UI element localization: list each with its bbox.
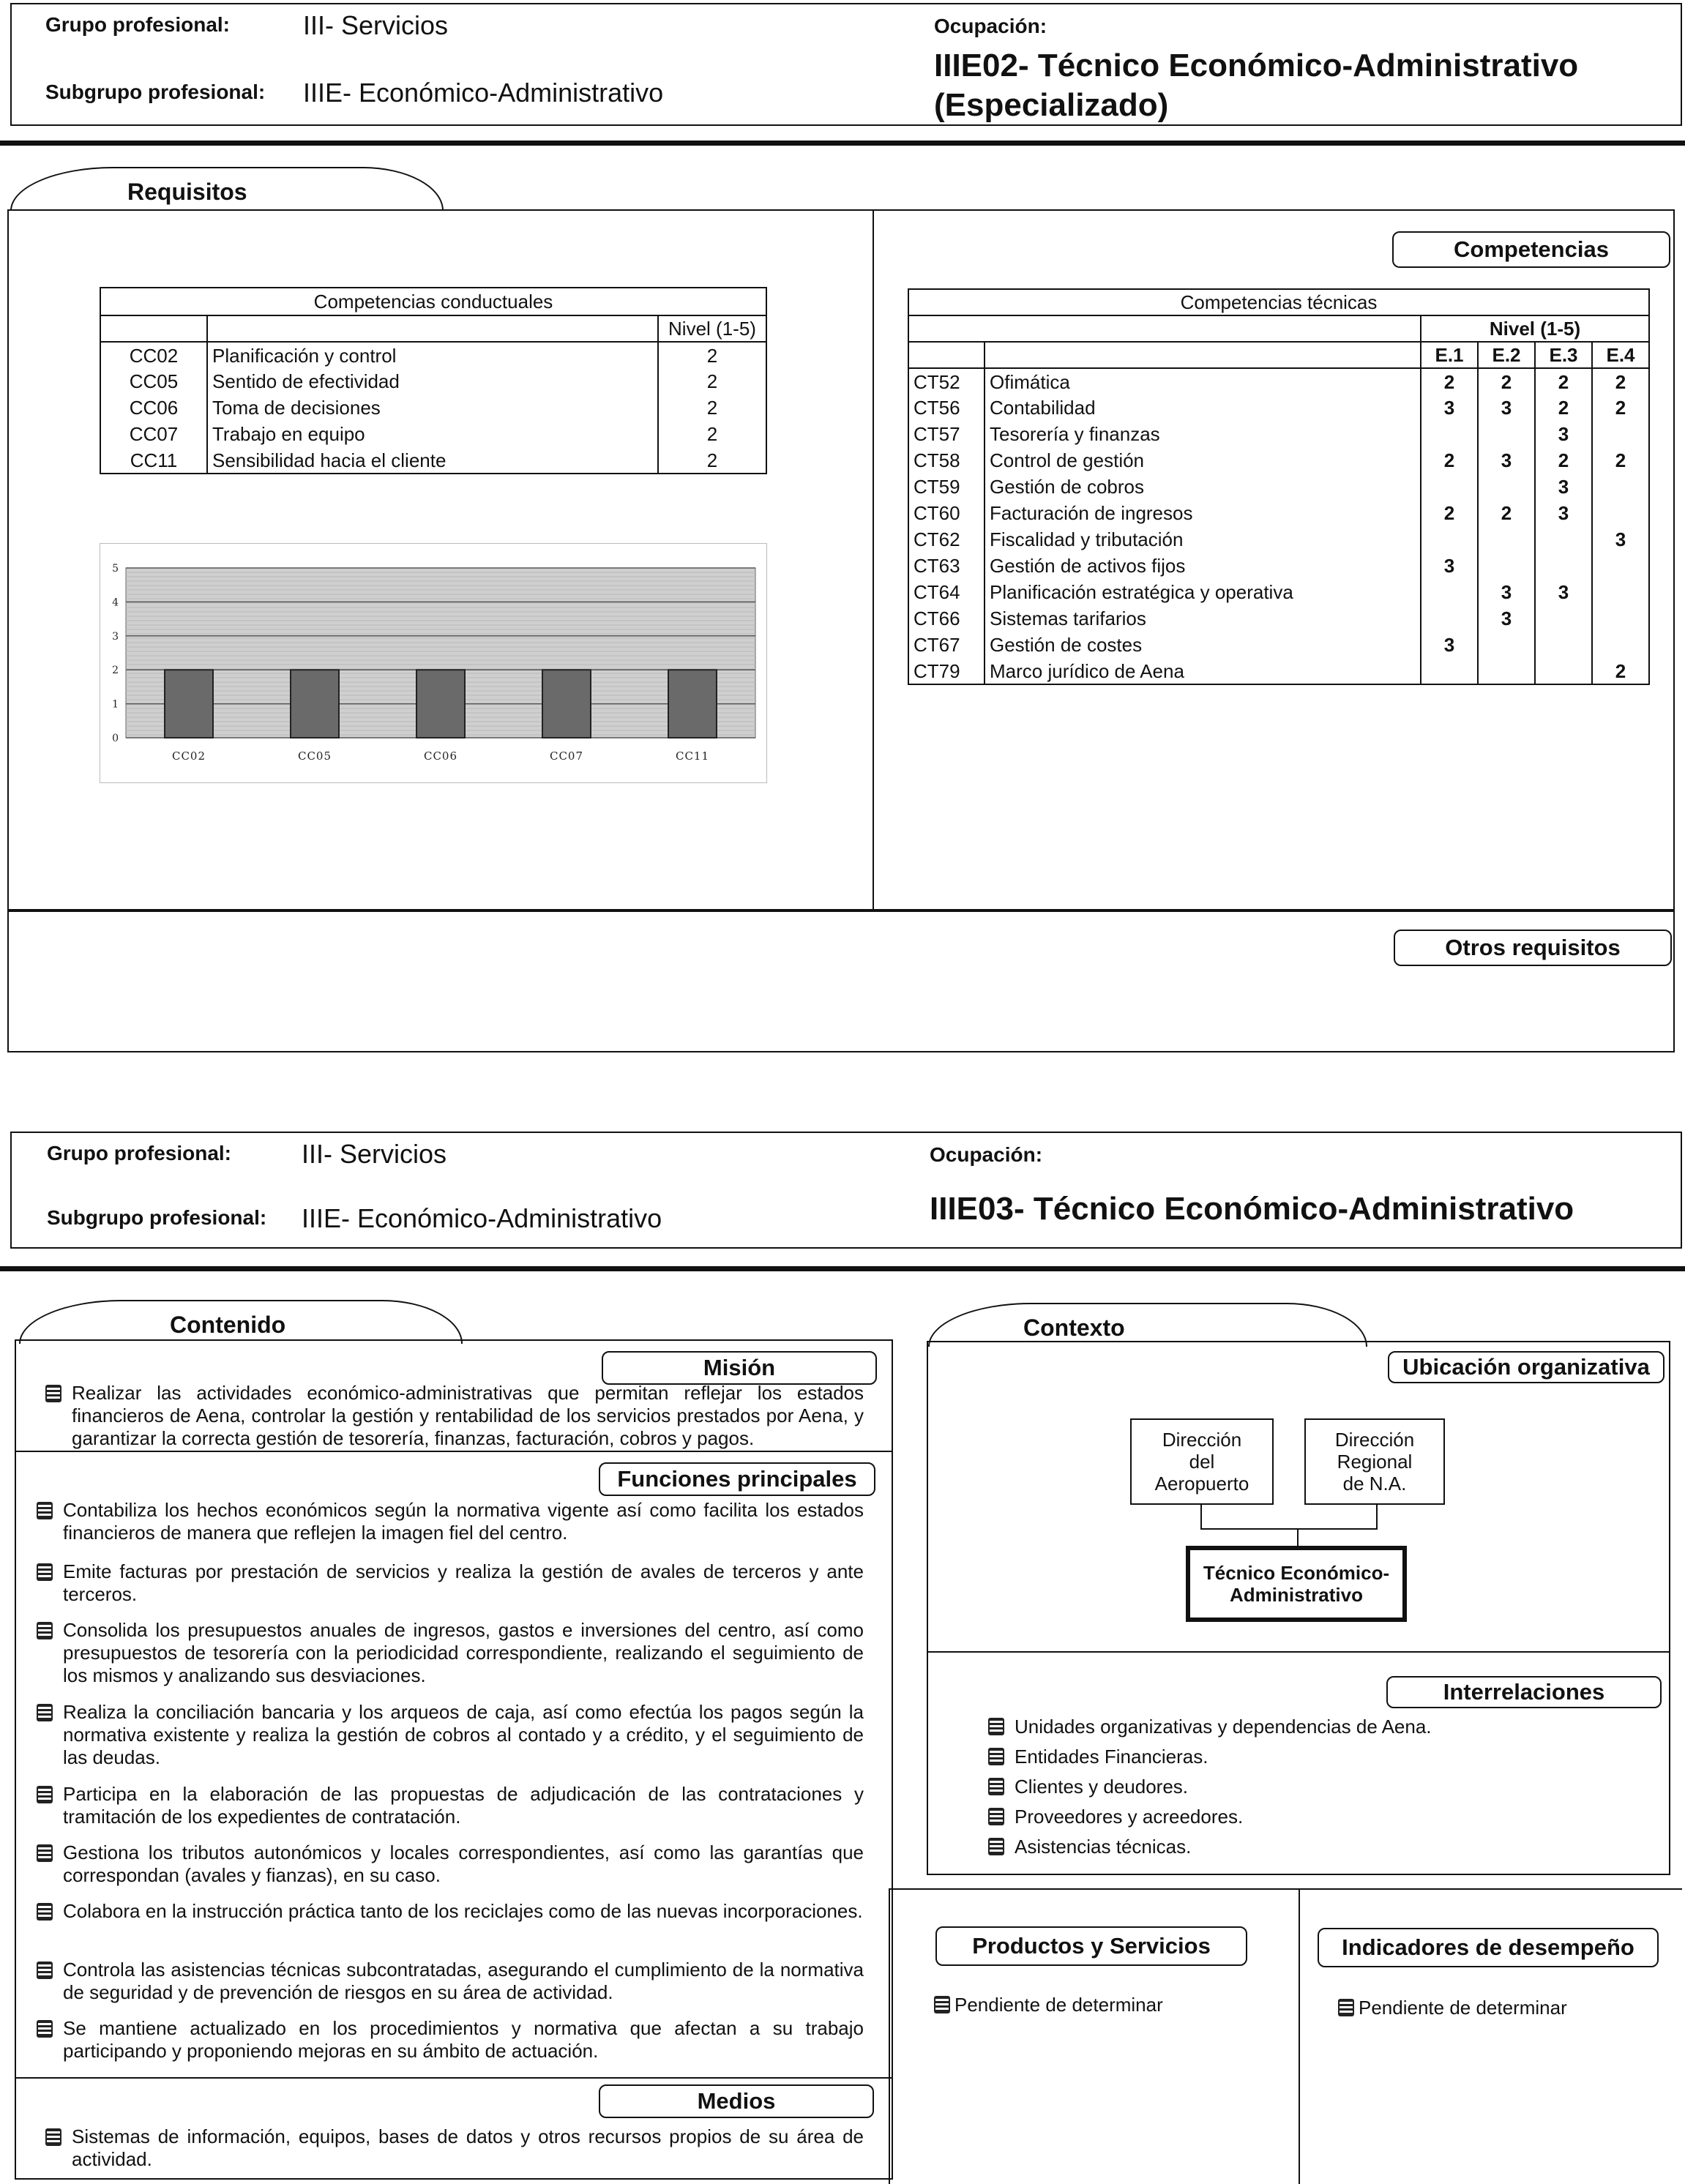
productos-pill-label: Productos y Servicios [972, 1933, 1211, 1959]
tecnicas-level-e1 [1421, 605, 1478, 632]
tecnicas-row [908, 500, 1649, 526]
conductuales-level: 2 [658, 421, 766, 447]
tecnicas-level-e1 [1421, 526, 1478, 553]
chart-xtick-label: CC06 [423, 749, 458, 763]
top-ocupacion-line2: (Especializado) [934, 87, 1169, 123]
tecnicas-code: CT64 [908, 579, 985, 605]
tecnicas-level-e4 [1592, 579, 1649, 605]
interrelacion-item [988, 1716, 1432, 1738]
top-grupo-label: Grupo profesional: [45, 13, 230, 36]
org-connector-right [1376, 1505, 1378, 1530]
funcion-text: Realiza la conciliación bancaria y los arqueos de caja, así como efectúa los pagos según la normativa existente y realiza la gestión de cobros al contado y a crédito, y el seguimiento de las deudas. [63, 1701, 864, 1768]
chart-bar [416, 670, 465, 738]
top-subgrupo-value: IIIE- Económico-Administrativo [303, 78, 664, 108]
chart-bar [542, 670, 591, 738]
indicadores-pill [1318, 1928, 1659, 1967]
tecnicas-level-e4 [1592, 421, 1649, 447]
interrelacion-item [988, 1806, 1243, 1828]
tecnicas-name: Fiscalidad y tributación [985, 526, 1421, 553]
contexto-tab [928, 1303, 1367, 1347]
tecnicas-colhead-blank2 [985, 342, 1421, 368]
tecnicas-level-e4: 2 [1592, 658, 1649, 684]
bullet-icon [45, 1385, 61, 1402]
org-box-direccion-regional [1304, 1418, 1445, 1505]
tecnicas-level-e1: 2 [1421, 447, 1478, 474]
tecnicas-row [908, 421, 1649, 447]
funcion-text: Emite facturas por prestación de servicios y realiza la gestión de avales de terceros y ante terceros. [63, 1560, 864, 1605]
funcion-text: Gestiona los tributos autonómicos y locales correspondientes, así como las garantías que correspondan (avales y fianzas), en su caso. [63, 1841, 864, 1886]
interrelacion-item [988, 1836, 1191, 1858]
tecnicas-level-e3: 3 [1535, 579, 1592, 605]
tecnicas-col-header: E.4 [1592, 342, 1649, 368]
tecnicas-level-e3: 3 [1535, 500, 1592, 526]
requisitos-tab-label: Requisitos [127, 179, 247, 205]
tecnicas-level-e3 [1535, 632, 1592, 658]
tecnicas-level-e4: 2 [1592, 368, 1649, 394]
org-connector-left [1200, 1505, 1202, 1530]
conductuales-row [100, 447, 766, 474]
chart-bar [291, 670, 339, 738]
chart-xtick-label: CC02 [171, 749, 206, 763]
medios-pill-label: Medios [697, 2088, 776, 2114]
org-box-tecnico [1186, 1546, 1407, 1622]
bullet-icon [988, 1748, 1004, 1765]
funcion-item [63, 1560, 864, 1606]
bullet-icon [37, 1786, 53, 1803]
tecnicas-row [908, 526, 1649, 553]
tecnicas-level-e3 [1535, 605, 1592, 632]
bullet-icon [37, 1903, 53, 1921]
tecnicas-code: CT57 [908, 421, 985, 447]
funcion-item [63, 1783, 864, 1828]
competencias-conductuales-table [100, 287, 767, 474]
tecnicas-level-e2: 3 [1478, 394, 1535, 421]
tecnicas-nivel-header: Nivel (1-5) [1421, 315, 1649, 342]
tecnicas-level-e2: 3 [1478, 579, 1535, 605]
tecnicas-level-e1: 2 [1421, 368, 1478, 394]
bottom-ocupacion-label: Ocupación: [930, 1143, 1043, 1166]
funciones-divider [15, 2077, 893, 2079]
conductuales-level: 2 [658, 368, 766, 394]
tecnicas-level-e3 [1535, 658, 1592, 684]
tecnicas-level-e3: 3 [1535, 474, 1592, 500]
tecnicas-name: Contabilidad [985, 394, 1421, 421]
interrelacion-item [988, 1746, 1208, 1768]
funcion-item [63, 1900, 864, 1923]
tecnicas-level-e2 [1478, 658, 1535, 684]
funciones-pill [599, 1462, 875, 1496]
bullet-icon [37, 1704, 53, 1721]
chart-ytick-label: 3 [112, 630, 119, 643]
tecnicas-code: CT66 [908, 605, 985, 632]
mision-text [72, 1382, 864, 1450]
tecnicas-name: Gestión de activos fijos [985, 553, 1421, 579]
conductuales-name: Sensibilidad hacia el cliente [207, 447, 658, 474]
tecnicas-name: Gestión de cobros [985, 474, 1421, 500]
chart-ytick-label: 1 [112, 698, 119, 711]
conductuales-row [100, 394, 766, 421]
conductuales-level: 2 [658, 447, 766, 474]
tecnicas-row [908, 605, 1649, 632]
conductuales-bar-chart [100, 543, 767, 783]
tecnicas-row [908, 553, 1649, 579]
competencias-pill-label: Competencias [1454, 236, 1609, 262]
tecnicas-name: Ofimática [985, 368, 1421, 394]
funcion-text: Controla las asistencias técnicas subcontratadas, asegurando el cumplimiento de la normativa de seguridad y de prevención de riesgos en su área de actividad. [63, 1959, 864, 2003]
tecnicas-level-e3: 2 [1535, 368, 1592, 394]
tecnicas-code: CT60 [908, 500, 985, 526]
indicadores-text [1338, 1997, 1567, 2019]
tecnicas-name: Control de gestión [985, 447, 1421, 474]
mision-pill [602, 1351, 877, 1385]
ubicacion-pill [1388, 1351, 1665, 1383]
conductuales-code: CC02 [100, 342, 207, 368]
competencias-pill [1392, 231, 1670, 268]
tecnicas-code: CT79 [908, 658, 985, 684]
tecnicas-title: Competencias técnicas [908, 289, 1649, 315]
bullet-icon [988, 1778, 1004, 1795]
org-box1-line2: del [1189, 1451, 1215, 1473]
funcion-text: Participa en la elaboración de las propuestas de adjudicación de las contrataciones y tramitación de los expedientes de contratación. [63, 1783, 864, 1828]
mision-pill-label: Misión [703, 1355, 776, 1380]
org-box2-line1: Dirección [1334, 1429, 1415, 1451]
interrelaciones-list [988, 1716, 1647, 1862]
bullet-icon [37, 2020, 53, 2038]
funcion-item [63, 1959, 864, 2004]
productos-text-content: Pendiente de determinar [954, 1994, 1163, 2016]
medios-text-content: Sistemas de información, equipos, bases de datos y otros recursos propios de su área de actividad. [72, 2125, 864, 2170]
tecnicas-level-e1: 3 [1421, 553, 1478, 579]
funcion-text: Colabora en la instrucción práctica tanto de los reciclajes como de las nuevas incorporaciones. [63, 1900, 863, 1922]
conductuales-row [100, 421, 766, 447]
tecnicas-code: CT59 [908, 474, 985, 500]
tecnicas-col-header: E.1 [1421, 342, 1478, 368]
tecnicas-code: CT58 [908, 447, 985, 474]
chart-xtick-label: CC07 [549, 749, 584, 763]
tecnicas-level-e4 [1592, 632, 1649, 658]
conductuales-code: CC07 [100, 421, 207, 447]
tecnicas-code: CT52 [908, 368, 985, 394]
tecnicas-colhead-blank [908, 342, 985, 368]
tecnicas-level-e4: 3 [1592, 526, 1649, 553]
tecnicas-row [908, 394, 1649, 421]
otros-requisitos-pill [1394, 930, 1672, 966]
chart-bar [165, 670, 213, 738]
ubicacion-divider [927, 1651, 1670, 1653]
tecnicas-row [908, 474, 1649, 500]
chart-xtick-label: CC11 [675, 749, 710, 763]
tecnicas-name: Tesorería y finanzas [985, 421, 1421, 447]
tecnicas-name: Sistemas tarifarios [985, 605, 1421, 632]
contenido-tab-label: Contenido [170, 1312, 286, 1338]
org-box1-line1: Dirección [1162, 1429, 1242, 1451]
indicadores-text-content: Pendiente de determinar [1359, 1997, 1567, 2019]
tecnicas-level-e4 [1592, 500, 1649, 526]
mision-divider [15, 1451, 893, 1452]
org-connector-down [1297, 1528, 1299, 1547]
conductuales-title: Competencias conductuales [100, 288, 766, 315]
tecnicas-level-e1: 3 [1421, 394, 1478, 421]
bullet-icon [988, 1838, 1004, 1855]
interrelaciones-pill [1386, 1676, 1662, 1708]
bullet-icon [45, 2128, 61, 2146]
tecnicas-name: Marco jurídico de Aena [985, 658, 1421, 684]
contexto-tab-label: Contexto [1023, 1314, 1125, 1341]
conductuales-level: 2 [658, 342, 766, 368]
interrelacion-text: Clientes y deudores. [1015, 1776, 1189, 1798]
tecnicas-level-e3: 2 [1535, 394, 1592, 421]
bottom-ocupacion-value: IIIE03- Técnico Económico-Administrativo [930, 1191, 1574, 1227]
tecnicas-level-e2: 3 [1478, 447, 1535, 474]
tecnicas-level-e3: 3 [1535, 421, 1592, 447]
tecnicas-level-e1: 2 [1421, 500, 1478, 526]
org-box-direccion-aeropuerto [1130, 1418, 1274, 1505]
indicadores-pill-label: Indicadores de desempeño [1342, 1934, 1634, 1960]
tecnicas-level-e4 [1592, 553, 1649, 579]
bottom-subgrupo-label: Subgrupo profesional: [47, 1206, 267, 1229]
tecnicas-level-e1 [1421, 579, 1478, 605]
chart-ytick-label: 4 [112, 597, 119, 609]
top-ocupacion-label: Ocupación: [934, 15, 1047, 37]
chart-xtick-label: CC05 [297, 749, 332, 763]
conductuales-name: Planificación y control [207, 342, 658, 368]
funcion-item [63, 1619, 864, 1687]
tecnicas-level-e3 [1535, 553, 1592, 579]
interrelaciones-pill-label: Interrelaciones [1443, 1679, 1605, 1705]
funcion-item [63, 1499, 864, 1544]
funcion-text: Se mantiene actualizado en los procedimientos y normativa que afectan a su trabajo participando y proponiendo mejoras en su ámbito de actuación. [63, 2017, 864, 2062]
funciones-pill-label: Funciones principales [617, 1466, 857, 1492]
conductuales-name: Toma de decisiones [207, 394, 658, 421]
interrelacion-item [988, 1776, 1188, 1798]
funciones-list [63, 1499, 864, 2070]
tecnicas-level-e4 [1592, 474, 1649, 500]
tecnicas-header-blank [908, 315, 1421, 342]
org-box2-line2: Regional [1337, 1451, 1413, 1473]
tecnicas-level-e2 [1478, 553, 1535, 579]
tecnicas-level-e2: 2 [1478, 368, 1535, 394]
tecnicas-col-header: E.3 [1535, 342, 1592, 368]
interrelacion-text: Unidades organizativas y dependencias de Aena. [1015, 1716, 1432, 1738]
tecnicas-level-e2 [1478, 421, 1535, 447]
bullet-icon [37, 1622, 53, 1639]
funcion-item [63, 1841, 864, 1887]
medios-text [72, 2125, 864, 2171]
bullet-icon [1338, 1999, 1354, 2016]
org-box3-line2: Administrativo [1229, 1584, 1363, 1606]
chart-ytick-label: 0 [112, 733, 119, 744]
tecnicas-level-e1 [1421, 658, 1478, 684]
conductuales-header-blank2 [207, 315, 658, 342]
conductuales-code: CC06 [100, 394, 207, 421]
requisitos-vertical-divider [873, 209, 874, 912]
conductuales-nivel-header: Nivel (1-5) [658, 315, 766, 342]
tecnicas-name: Facturación de ingresos [985, 500, 1421, 526]
tecnicas-level-e2 [1478, 474, 1535, 500]
tecnicas-level-e3 [1535, 526, 1592, 553]
funcion-text: Contabiliza los hechos económicos según la normativa vigente así como facilita los estados financieros de manera que reflejen la imagen fiel del centro. [63, 1499, 864, 1544]
contenido-tab [19, 1300, 463, 1344]
tecnicas-level-e2 [1478, 632, 1535, 658]
org-box1-line3: Aeropuerto [1154, 1473, 1249, 1495]
medios-pill [599, 2084, 874, 2118]
bottom-grupo-label: Grupo profesional: [47, 1142, 231, 1164]
tecnicas-level-e1: 3 [1421, 632, 1478, 658]
conductuales-row [100, 368, 766, 394]
conductuales-code: CC05 [100, 368, 207, 394]
bullet-icon [988, 1718, 1004, 1735]
productos-indicadores-divider [1299, 1888, 1300, 2184]
tecnicas-level-e4 [1592, 605, 1649, 632]
funcion-text: Consolida los presupuestos anuales de ingresos, gastos e inversiones del centro, así como presupuestos de tesorería con la periodicidad correspondiente, realizando el seguimiento de los mismos y analizando sus desviaciones. [63, 1619, 864, 1686]
tecnicas-level-e1 [1421, 474, 1478, 500]
conductuales-row [100, 342, 766, 368]
tecnicas-row [908, 368, 1649, 394]
bullet-icon [37, 1563, 53, 1581]
bullet-icon [37, 1962, 53, 1979]
competencias-tecnicas-table [908, 288, 1650, 685]
bullet-icon [37, 1844, 53, 1862]
bottom-grupo-value: III- Servicios [302, 1139, 447, 1169]
bullet-icon [988, 1808, 1004, 1825]
conductuales-level: 2 [658, 394, 766, 421]
tecnicas-name: Planificación estratégica y operativa [985, 579, 1421, 605]
tecnicas-col-header: E.2 [1478, 342, 1535, 368]
interrelacion-text: Asistencias técnicas. [1015, 1836, 1192, 1858]
top-divider-rule [0, 141, 1685, 146]
bottom-divider-rule [0, 1266, 1685, 1271]
tecnicas-code: CT62 [908, 526, 985, 553]
chart-bar [668, 670, 717, 738]
interrelacion-text: Proveedores y acreedores. [1015, 1806, 1244, 1828]
tecnicas-row [908, 579, 1649, 605]
funcion-item [63, 1701, 864, 1769]
tecnicas-code: CT56 [908, 394, 985, 421]
tecnicas-level-e4: 2 [1592, 394, 1649, 421]
bullet-icon [934, 1996, 950, 2013]
org-connector-horizontal [1200, 1528, 1378, 1530]
funcion-item [63, 2017, 864, 2063]
tecnicas-code: CT63 [908, 553, 985, 579]
conductuales-code: CC11 [100, 447, 207, 474]
tecnicas-level-e4: 2 [1592, 447, 1649, 474]
org-box2-line3: de N.A. [1342, 1473, 1407, 1495]
org-box3-line1: Técnico Económico- [1203, 1562, 1390, 1584]
productos-text [934, 1994, 1163, 2016]
top-ocupacion-line1: IIIE02- Técnico Económico-Administrativo [934, 48, 1579, 83]
requisitos-tab [10, 167, 444, 211]
conductuales-header-blank [100, 315, 207, 342]
tecnicas-level-e2 [1478, 526, 1535, 553]
bottom-subgrupo-value: IIIE- Económico-Administrativo [302, 1203, 662, 1233]
otros-requisitos-pill-label: Otros requisitos [1445, 935, 1621, 960]
tecnicas-level-e2: 2 [1478, 500, 1535, 526]
top-grupo-value: III- Servicios [303, 10, 449, 40]
interrelacion-text: Entidades Financieras. [1015, 1746, 1208, 1768]
ubicacion-pill-label: Ubicación organizativa [1402, 1354, 1650, 1380]
chart-ytick-label: 5 [112, 563, 119, 575]
tecnicas-level-e2: 3 [1478, 605, 1535, 632]
bullet-icon [37, 1502, 53, 1519]
tecnicas-row [908, 447, 1649, 474]
tecnicas-row [908, 632, 1649, 658]
tecnicas-level-e1 [1421, 421, 1478, 447]
top-subgrupo-label: Subgrupo profesional: [45, 81, 266, 103]
productos-pill [935, 1926, 1247, 1966]
tecnicas-name: Gestión de costes [985, 632, 1421, 658]
tecnicas-code: CT67 [908, 632, 985, 658]
conductuales-name: Trabajo en equipo [207, 421, 658, 447]
mision-text-content: Realizar las actividades económico-administrativas que permitan reflejar los estados financieros de Aena, controlar la gestión y rentabilidad de los servicios prestados por Aena, y garantizar la correcta gestión de tesorería, finanzas, facturación, cobros y pagos. [72, 1382, 864, 1449]
chart-ytick-label: 2 [112, 665, 119, 677]
tecnicas-level-e3: 2 [1535, 447, 1592, 474]
tecnicas-row [908, 658, 1649, 684]
conductuales-name: Sentido de efectividad [207, 368, 658, 394]
